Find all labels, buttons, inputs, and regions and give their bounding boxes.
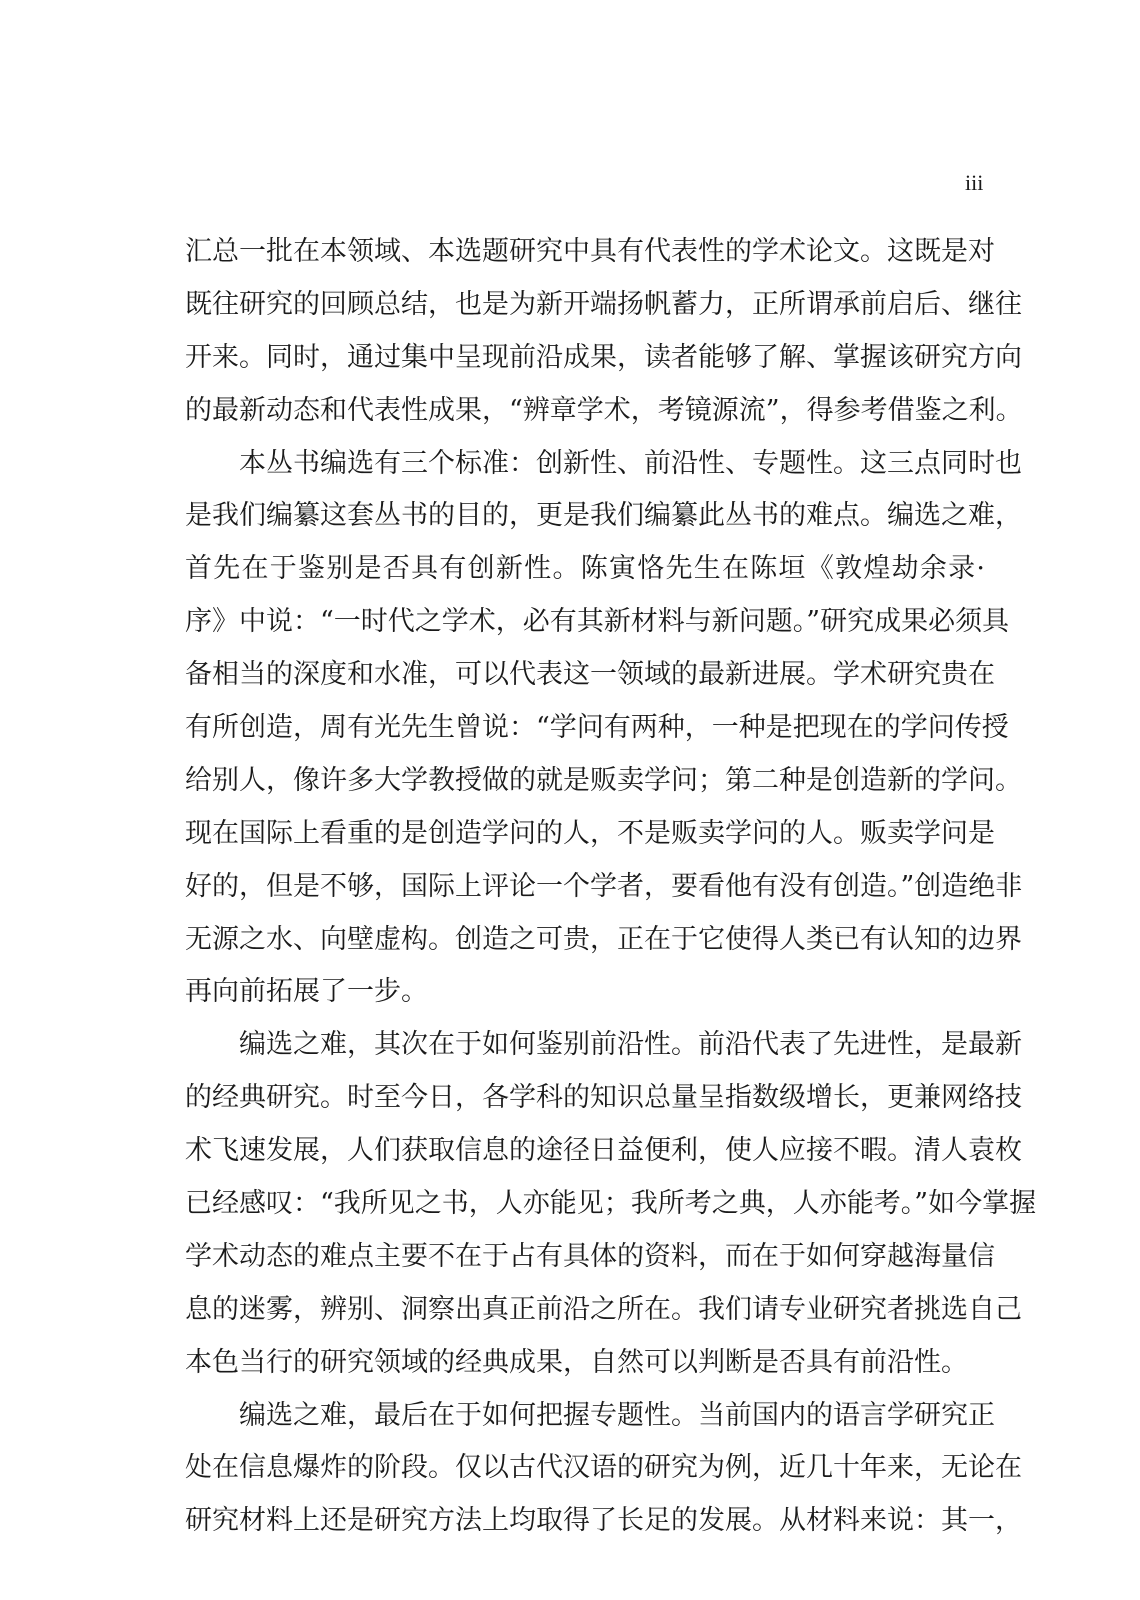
text-line: 既往研究的回顾总结，也是为新开端扬帆蓄力，正所谓承前启后、继往: [185, 288, 1022, 320]
text-line: 术飞速发展，人们获取信息的途径日益便利，使人应接不暇。清人袁枚: [185, 1135, 1022, 1167]
text-line: 给别人，像许多大学教授做的就是贩卖学问；第二种是创造新的学问。: [185, 764, 1022, 796]
paragraph: [185, 1019, 1037, 1389]
text-line: 汇总一批在本领域、本选题研究中具有代表性的学术论文。这既是对: [185, 236, 995, 267]
text-line: 本丛书编选有三个标准：创新性、前沿性、专题性。这三点同时也: [185, 447, 1022, 479]
paragraph: [185, 226, 1023, 438]
text-line: 研究材料上还是研究方法上均取得了长足的发展。从材料来说：其一，: [185, 1505, 1022, 1537]
text-line: 的最新动态和代表性成果，“辨章学术，考镜源流”，得参考借鉴之利。: [185, 394, 1023, 426]
text-line: 备相当的深度和水准，可以代表这一领域的最新进展。学术研究贵在: [185, 659, 995, 691]
text-line: 再向前拓展了一步。: [185, 976, 428, 1008]
text-line: 首先在于鉴别是否具有创新性。陈寅恪先生在陈垣《敦煌劫余录·: [185, 553, 985, 585]
text-line: 序》中说：“一时代之学术，必有其新材料与新问题。”研究成果必须具: [185, 606, 1010, 638]
paragraph: [185, 438, 1023, 1020]
text-line: 的经典研究。时至今日，各学科的知识总量呈指数级增长，更兼网络技: [185, 1082, 1022, 1114]
text-line: 开来。同时，通过集中呈现前沿成果，读者能够了解、掌握该研究方向: [185, 341, 1022, 373]
paragraph: [185, 1390, 1022, 1549]
page-number: iii: [965, 170, 984, 195]
text-line: 现在国际上看重的是创造学问的人，不是贩卖学问的人。贩卖学问是: [185, 817, 995, 849]
body-text: [185, 226, 1037, 1548]
text-line: 无源之水、向壁虚构。创造之可贵，正在于它使得人类已有认知的边界: [185, 923, 1022, 955]
text-line: 编选之难，其次在于如何鉴别前沿性。前沿代表了先进性，是最新: [185, 1029, 1022, 1061]
text-line: 已经感叹：“我所见之书，人亦能见；我所考之典，人亦能考。”如今掌握: [185, 1188, 1037, 1220]
text-line: 好的，但是不够，国际上评论一个学者，要看他有没有创造。”创造绝非: [185, 870, 1023, 902]
text-line: 本色当行的研究领域的经典成果，自然可以判断是否具有前沿性。: [185, 1346, 968, 1378]
text-line: 是我们编纂这套丛书的目的，更是我们编纂此丛书的难点。编选之难，: [185, 500, 1022, 532]
text-line: 编选之难，最后在于如何把握专题性。当前国内的语言学研究正: [185, 1399, 995, 1431]
text-line: 有所创造，周有光先生曾说：“学问有两种，一种是把现在的学问传授: [185, 712, 1009, 744]
text-line: 息的迷雾，辨别、洞察出真正前沿之所在。我们请专业研究者挑选自己: [185, 1293, 1022, 1325]
text-line: 学术动态的难点主要不在于占有具体的资料，而在于如何穿越海量信: [185, 1240, 995, 1272]
text-line: 处在信息爆炸的阶段。仅以古代汉语的研究为例，近几十年来，无论在: [185, 1452, 1022, 1484]
